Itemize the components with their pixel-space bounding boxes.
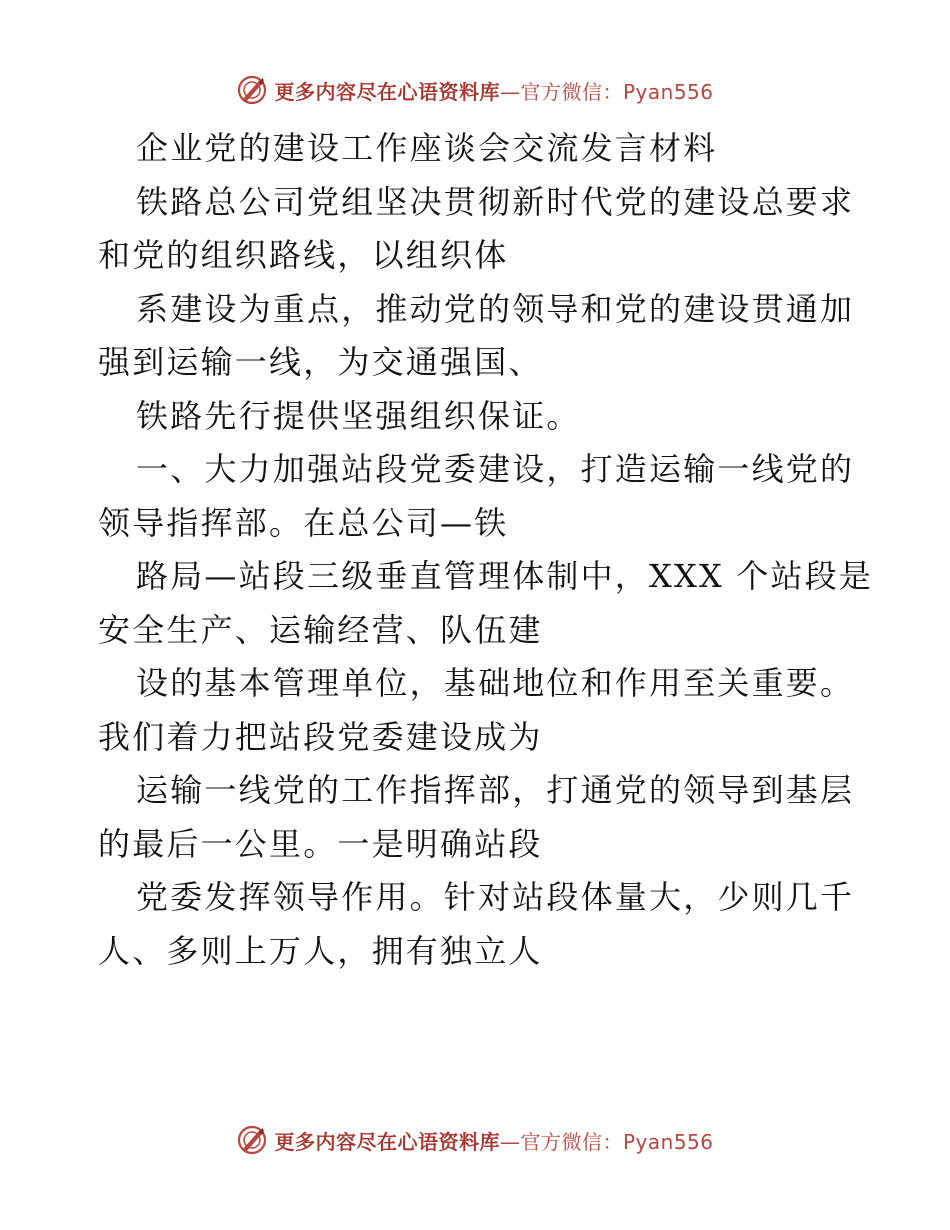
document-line: 党委发挥领导作用。针对站段体量大，少则几千	[136, 878, 855, 916]
document-line: 运输一线党的工作指挥部，打通党的领导到基层	[136, 771, 855, 809]
banner-slogan: 更多内容尽在心语资料库	[274, 79, 500, 104]
banner-wechat-id: Pyan556	[622, 1129, 714, 1154]
banner-slogan: 更多内容尽在心语资料库	[274, 1129, 500, 1154]
document-line: 我们着力把站段党委建设成为	[98, 717, 543, 756]
document-line: 强到运输一线，为交通强国、	[98, 343, 543, 381]
header-banner	[0, 70, 950, 110]
document-line: 一、大力加强站段党委建设，打造运输一线党的	[136, 450, 855, 488]
banner-text	[274, 76, 713, 105]
document-line: 人、多则上万人，拥有独立人	[98, 931, 543, 970]
banner-wechat-id: Pyan556	[622, 79, 714, 104]
document-line: 企业党的建设工作座谈会交流发言材料	[136, 129, 718, 167]
document-line: 路局—站段三级垂直管理体制中，XXX 个站段是	[136, 557, 874, 595]
document-line: 铁路总公司党组坚决贯彻新时代党的建设总要求	[136, 182, 855, 221]
banner-dash: —	[499, 79, 521, 104]
banner-label: 官方微信：	[520, 79, 623, 104]
document-line: 安全生产、运输经营、队伍建	[98, 610, 543, 649]
document-line: 设的基本管理单位，基础地位和作用至关重要。	[136, 664, 855, 702]
banner-dash: —	[499, 1129, 521, 1154]
banner-label: 官方微信：	[520, 1129, 623, 1154]
document-line: 领导指挥部。在总公司—铁	[98, 503, 509, 542]
banner-text	[274, 1126, 713, 1155]
footer-banner	[0, 1120, 950, 1160]
document-line: 系建设为重点，推动党的领导和党的建设贯通加	[136, 289, 855, 328]
logo-icon	[236, 74, 268, 106]
document-body	[98, 122, 874, 978]
document-line: 的最后一公里。一是明确站段	[98, 824, 543, 863]
document-line: 和党的组织路线，以组织体	[98, 236, 509, 274]
logo-icon	[236, 1124, 268, 1156]
document-line: 铁路先行提供坚强组织保证。	[136, 396, 581, 435]
